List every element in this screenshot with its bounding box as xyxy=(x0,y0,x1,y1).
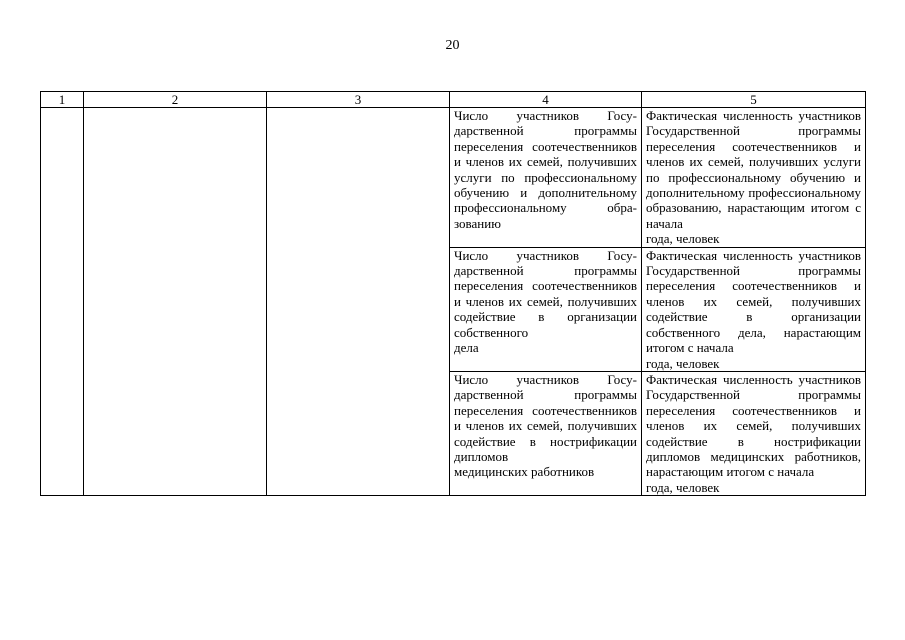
column-header-4: 4 xyxy=(450,92,642,108)
column-header-3: 3 xyxy=(267,92,450,108)
indicator-definition-cell xyxy=(642,371,866,495)
indicators-table xyxy=(40,91,866,496)
column-header-1: 1 xyxy=(41,92,84,108)
table-header-row xyxy=(41,92,866,108)
indicator-definition-text-tail: года, человек xyxy=(646,479,720,495)
indicator-definition-text-tail: года, человек xyxy=(646,231,720,247)
indicator-definition-cell xyxy=(642,108,866,248)
indicator-name-cell xyxy=(450,247,642,371)
indicator-name-text: Число участников Государственной программы переселения соотечественников и членов их семей, получивших услуги по профессиональному обучению и дополнительному профессиональному образованию xyxy=(454,108,637,231)
indicator-name-text-tail: дела xyxy=(454,340,479,356)
indicator-name-text: Число участников Государственной программы переселения соотечественников и членов их семей, получивших содействие в организации собственного xyxy=(454,247,637,340)
indicator-definition-text: Фактическая численность участников Государственной программы переселения соотечественников и членов их семей, получивших содействие в организации собственного дела, нарастающим итогом с начала xyxy=(646,247,861,356)
indicator-name-text-tail: медицинских работников xyxy=(454,464,595,480)
indicator-name-cell xyxy=(450,371,642,495)
indicator-definition-text: Фактическая численность участников Государственной программы переселения соотечественников и членов их семей, получивших содействие в нострификации дипломов медицинских работников, нарастающим итогом с начала xyxy=(646,371,861,480)
indicator-definition-text: Фактическая численность участников Государственной программы переселения соотечественников и членов их семей, получивших услуги по профессиональному обучению и дополнительному профессиональному образованию, нарастающим итогом с начала xyxy=(646,108,861,231)
table-cell-col3 xyxy=(267,108,450,496)
table-cell-col2 xyxy=(84,108,267,496)
indicator-name-cell xyxy=(450,108,642,248)
indicator-definition-cell xyxy=(642,247,866,371)
table-cell-col1 xyxy=(41,108,84,496)
indicator-definition-text-tail: года, человек xyxy=(646,355,720,371)
indicator-name-text: Число участников Государственной программы переселения соотечественников и членов их семей, получивших содействие в нострификации дипломов xyxy=(454,371,637,464)
column-header-5: 5 xyxy=(642,92,866,108)
column-header-2: 2 xyxy=(84,92,267,108)
table-row xyxy=(41,108,866,248)
page-number: 20 xyxy=(445,38,460,53)
